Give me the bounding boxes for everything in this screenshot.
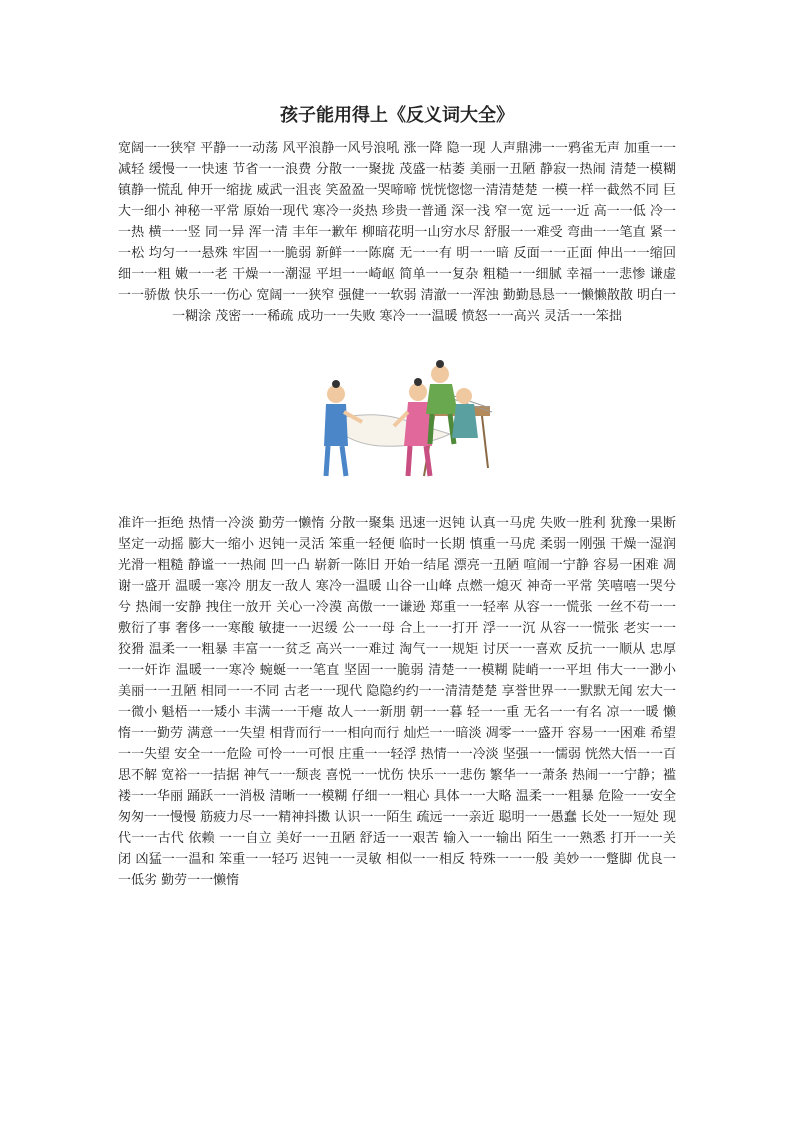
body-paragraph-1: 宽阔一一狭窄 平静一一动荡 风平浪静一风号浪吼 涨一降 隐一现 人声鼎沸一一鸦雀无声 加重一一减轻 缓慢一一快速 节省一一浪费 分散一一聚拢 茂盛一枯萎 美丽一丑陋 静寂一热闹 清楚一模糊 镇静一慌乱 伸开一缩拢 威武一沮丧 笑盈盈一哭啼啼 恍恍惚惚一清清楚楚 一模一样一截然不同 巨大一细小 神秘一平常 原始一现代 寒冷一炎热 珍贵一普通 深一浅 窄一宽 远一一近 高一一低 冷一一热 横一一竖 同一异 浑一清 丰年一歉年 柳暗花明一山穷水尽 舒服一一难受 弯曲一一笔直 紧一一松 均匀一一悬殊 牢固一一脆弱 新鲜一一陈腐 无一一有 明一一暗 反面一一正面 伸出一一缩回 细一一粗 嫩一一老 干燥一一潮湿 平坦一一崎岖 简单一一复杂 粗糙一一细腻 幸福一一悲惨 谦虚一一骄傲 快乐一一伤心 宽阔一一狭窄 强健一一软弱 清澈一一浑浊 勤勤恳恳一一懒懒散散 明白一一糊涂 茂密一一稀疏 成功一一失败 寒冷一一温暖 愤怒一一高兴 灵活一一笨拙 (118, 141, 676, 324)
child-teal (452, 388, 478, 438)
children-illustration (300, 348, 496, 494)
page-title: 孩子能用得上《反义词大全》 (280, 105, 514, 126)
body-paragraph-2: 准许一拒绝 热情一冷淡 勤劳一懒惰 分散一聚集 迅速一迟钝 认真一马虎 失败一胜利 犹豫一果断 坚定一动摇 膨大一缩小 迟钝一灵活 笨重一轻便 临时一长期 慎重一马虎 柔弱一刚强 干燥一湿润 光滑一粗糙 静谧一一热闹 凹一凸 崭新一陈旧 开始一结尾 漂亮一丑陋 喧闹一宁静 容易一困难 凋谢一盛开 温暖一寒冷 朋友一敌人 寒冷一温暖 山谷一山峰 点燃一熄灭 神奇一平常 笑嘻嘻一哭兮兮 热闹一安静 拽住一放开 关心一冷漠 高傲一一谦逊 郑重一一轻率 从容一一慌张 一丝不苟一一敷衍了事 奢侈一一寒酸 敏捷一一迟缓 公一一母 合上一一打开 浮一一沉 从容一一慌张 老实一一狡猾 温柔一一粗暴 丰富一一贫乏 高兴一一难过 淘气一一规矩 讨厌一一喜欢 反抗一一顺从 忠厚一一奸诈 温暖一一寒冷 蜿蜒一一笔直 坚固一一脆弱 清楚一一模糊 陡峭一一平坦 伟大一一渺小 美丽一一丑陋 相同一一不同 古老一一现代 隐隐约约一一清清楚楚 享誉世界一一默默无闻 宏大一一微小 魁梧一一矮小 丰满一一干瘪 故人一一新朋 朝一一暮 轻一一重 无名一一有名 凉一一暖 懒惰一一勤劳 满意一一失望 相背而行一一相向而行 灿烂一一暗淡 凋零一一盛开 容易一一困难 希望一一失望 安全一一危险 可怜一一可恨 庄重一一轻浮 热情一一冷淡 坚强一一懦弱 恍然大悟一一百思不解 宽裕一一拮据 神气一一颓丧 喜悦一一忧伤 快乐一一悲伤 繁华一一萧条 热闹一一宁静；褴褛一一华丽 踊跃一一消极 清晰一一模糊 仔细一一粗心 具体一一大略 温柔一一粗暴 危险一一安全 匆匆一一慢慢 筋疲力尽一一精神抖擞 认识一一陌生 疏远一一亲近 聪明一一愚蠢 长处一一短处 现代一一古代 依赖 一一自立 美好一一丑陋 舒适一一艰苦 输入一一输出 陌生一一熟悉 打开一一关闭 凶猛一一温和 笨重一一轻巧 迟钝一一灵敏 相似一一相反 特殊一一一般 美妙一一蹩脚 优良一一低劣 勤劳一一懒惰 (118, 516, 676, 888)
